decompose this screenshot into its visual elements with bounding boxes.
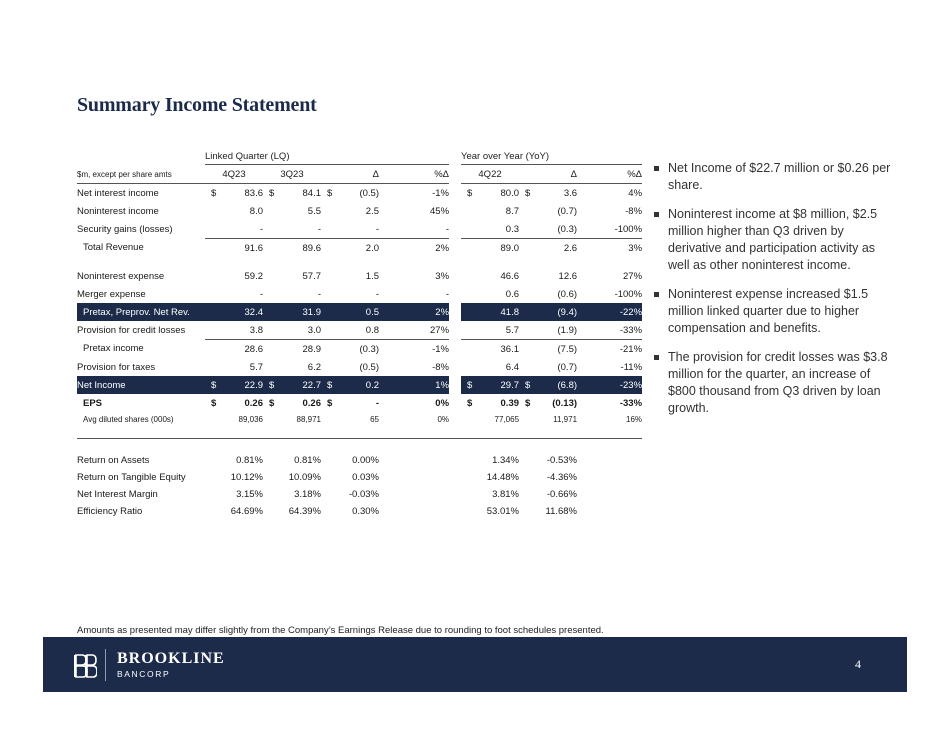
- currency-symbol: [519, 239, 533, 258]
- value-cell: 65: [370, 414, 380, 424]
- currency-symbol: [263, 452, 277, 469]
- currency-symbol: [205, 202, 219, 220]
- row-label: Net Income: [77, 376, 205, 394]
- value-cell: 22.7: [277, 376, 321, 394]
- currency-symbol: [263, 412, 277, 426]
- value-cell: 2.0: [335, 239, 379, 258]
- bullet-item: Noninterest expense increased $1.5 million linked quarter due to higher compensation and benefits.: [652, 286, 897, 337]
- value-cell: (9.4): [533, 303, 577, 321]
- value-cell: 8.0: [249, 205, 263, 217]
- currency-symbol: $: [321, 376, 335, 394]
- table-row: [77, 486, 642, 503]
- table-row: [77, 412, 642, 426]
- table-row: [77, 503, 642, 520]
- value-cell: 8.7: [505, 205, 520, 217]
- value-cell: [577, 469, 642, 486]
- header-lq-delta: Δ: [321, 166, 379, 184]
- currency-symbol: $: [525, 397, 531, 409]
- value-cell: -: [445, 223, 450, 235]
- table-row: [77, 285, 642, 303]
- table-row: [77, 376, 642, 394]
- currency-symbol: $: [269, 187, 275, 199]
- value-cell: 64.39%: [288, 506, 321, 517]
- table-row: [77, 184, 642, 203]
- row-label: Efficiency Ratio: [77, 506, 143, 517]
- header-label: $m, except per share amts: [77, 166, 205, 184]
- value-cell: 53.01%: [486, 506, 519, 517]
- currency-symbol: [205, 303, 219, 321]
- header-lq-pct: %Δ: [379, 166, 449, 184]
- table-row: [77, 202, 642, 220]
- value-cell: [379, 469, 449, 486]
- currency-symbol: [461, 412, 475, 426]
- divider: [77, 438, 642, 439]
- currency-symbol: [461, 321, 475, 340]
- value-cell: [577, 486, 642, 503]
- currency-symbol: [321, 503, 335, 520]
- currency-symbol: $: [269, 397, 275, 409]
- table-row: [77, 303, 642, 321]
- currency-symbol: [263, 202, 277, 220]
- value-cell: (0.5): [359, 187, 380, 199]
- header-3q23: 3Q23: [263, 166, 321, 184]
- value-cell: (0.6): [557, 288, 578, 300]
- currency-symbol: [461, 340, 475, 359]
- value-cell: -100%: [614, 288, 643, 300]
- currency-symbol: [461, 358, 475, 376]
- value-cell: 11,971: [553, 414, 578, 424]
- value-cell: 80.0: [500, 187, 520, 199]
- value-cell: 0%: [435, 397, 450, 409]
- row-label: Return on Assets: [77, 455, 150, 466]
- value-cell: 0.26: [244, 397, 263, 409]
- value-cell: -0.66%: [546, 489, 577, 500]
- table-row: [77, 469, 642, 486]
- value-cell: 46.6: [500, 270, 520, 282]
- currency-symbol: $: [205, 376, 219, 394]
- value-cell: 91.6: [219, 239, 263, 258]
- row-label: Total Revenue: [83, 242, 144, 254]
- value-cell: -0.03%: [348, 489, 379, 500]
- divider: [205, 164, 449, 165]
- value-cell: (0.3): [335, 340, 379, 359]
- value-cell: 77,065: [494, 414, 520, 424]
- header-yoy-delta: Δ: [519, 166, 577, 184]
- page-title: Summary Income Statement: [77, 94, 317, 116]
- currency-symbol: [461, 469, 475, 486]
- value-cell: (0.5): [359, 361, 380, 373]
- value-cell: -11%: [620, 361, 643, 373]
- row-label: Return on Tangible Equity: [77, 472, 186, 483]
- value-cell: -8%: [432, 361, 450, 373]
- value-cell: -: [445, 288, 450, 300]
- value-cell: -4.36%: [546, 472, 577, 483]
- value-cell: 3.8: [249, 324, 263, 336]
- logo-subtitle: BANCORP: [117, 669, 171, 679]
- page-number: 4: [855, 657, 861, 671]
- value-cell: 57.7: [302, 270, 321, 282]
- currency-symbol: [461, 267, 475, 285]
- currency-symbol: [321, 220, 335, 239]
- value-cell: 0.00%: [352, 455, 379, 466]
- currency-symbol: [263, 358, 277, 376]
- currency-symbol: [263, 469, 277, 486]
- value-cell: [379, 452, 449, 469]
- currency-symbol: [519, 285, 533, 303]
- currency-symbol: [263, 267, 277, 285]
- value-cell: 1%: [379, 376, 449, 394]
- bullet-item: Net Income of $22.7 million or $0.26 per share.: [652, 160, 897, 194]
- value-cell: 2%: [379, 239, 449, 258]
- currency-symbol: [519, 486, 533, 503]
- value-cell: 41.8: [475, 303, 519, 321]
- value-cell: 12.6: [558, 270, 578, 282]
- table-row: [77, 267, 642, 285]
- header-4q22: 4Q22: [461, 166, 519, 184]
- value-cell: 14.48%: [486, 472, 519, 483]
- table-row: [77, 394, 642, 412]
- currency-symbol: [263, 285, 277, 303]
- logo-name: BROOKLINE: [117, 650, 225, 667]
- row-label: Provision for taxes: [77, 361, 156, 373]
- value-cell: 89,036: [238, 414, 263, 424]
- value-cell: 2%: [379, 303, 449, 321]
- currency-symbol: [263, 340, 277, 359]
- currency-symbol: [205, 412, 219, 426]
- value-cell: 64.69%: [230, 506, 263, 517]
- value-cell: 3%: [435, 270, 450, 282]
- value-cell: 0.81%: [294, 455, 321, 466]
- value-cell: 0.39: [500, 397, 520, 409]
- currency-symbol: [321, 452, 335, 469]
- currency-symbol: $: [461, 376, 475, 394]
- logo-divider: [105, 649, 106, 681]
- value-cell: -33%: [619, 324, 643, 336]
- value-cell: 3.18%: [294, 489, 321, 500]
- currency-symbol: [321, 486, 335, 503]
- currency-symbol: [205, 285, 219, 303]
- currency-symbol: [263, 239, 277, 258]
- value-cell: 1.5: [365, 270, 380, 282]
- currency-symbol: [205, 452, 219, 469]
- currency-symbol: $: [327, 397, 333, 409]
- currency-symbol: [205, 358, 219, 376]
- value-cell: 16%: [626, 414, 643, 424]
- value-cell: 3.0: [307, 324, 321, 336]
- currency-symbol: $: [467, 397, 473, 409]
- value-cell: 0.81%: [236, 455, 263, 466]
- value-cell: 6.4: [505, 361, 520, 373]
- value-cell: 5.5: [307, 205, 321, 217]
- value-cell: 0.3: [505, 223, 520, 235]
- currency-symbol: [263, 220, 277, 239]
- value-cell: [379, 486, 449, 503]
- value-cell: 89.0: [475, 239, 519, 258]
- value-cell: 0.03%: [352, 472, 379, 483]
- value-cell: (1.9): [557, 324, 578, 336]
- value-cell: 10.12%: [230, 472, 263, 483]
- value-cell: 83.6: [244, 187, 263, 199]
- currency-symbol: [461, 202, 475, 220]
- row-label: Noninterest income: [77, 205, 159, 217]
- currency-symbol: $: [211, 187, 217, 199]
- value-cell: -: [317, 288, 321, 300]
- currency-symbol: [321, 412, 335, 426]
- table-row: [77, 452, 642, 469]
- value-cell: 3.15%: [236, 489, 263, 500]
- value-cell: 11.68%: [545, 506, 577, 517]
- currency-symbol: [321, 321, 335, 340]
- currency-symbol: [205, 340, 219, 359]
- ratio-table: [77, 452, 642, 520]
- value-cell: 84.1: [302, 187, 321, 199]
- value-cell: 22.9: [219, 376, 263, 394]
- value-cell: -0.53%: [546, 455, 577, 466]
- currency-symbol: [519, 321, 533, 340]
- value-cell: 32.4: [219, 303, 263, 321]
- value-cell: 2.5: [365, 205, 380, 217]
- currency-symbol: [263, 321, 277, 340]
- value-cell: (7.5): [533, 340, 577, 359]
- bullet-item: The provision for credit losses was $3.8 million for the quarter, an increase of $800 thousand from Q3 driven by loan growth.: [652, 349, 897, 417]
- currency-symbol: [519, 202, 533, 220]
- footnote: Amounts as presented may differ slightly from the Company’s Earnings Release due to rounding to foot schedules presented.: [77, 625, 604, 636]
- value-cell: -1%: [379, 340, 449, 359]
- currency-symbol: [461, 303, 475, 321]
- row-label: Pretax, Preprov. Net Rev.: [77, 303, 205, 321]
- currency-symbol: [321, 239, 335, 258]
- value-cell: 5.7: [249, 361, 263, 373]
- header-yoy-pct: %Δ: [577, 166, 642, 184]
- table-row: [77, 239, 642, 258]
- table-row: [77, 358, 642, 376]
- currency-symbol: [461, 285, 475, 303]
- value-cell: 0.2: [335, 376, 379, 394]
- currency-symbol: [205, 220, 219, 239]
- value-cell: 27%: [430, 324, 450, 336]
- value-cell: -100%: [614, 223, 643, 235]
- currency-symbol: [519, 220, 533, 239]
- value-cell: 28.6: [219, 340, 263, 359]
- currency-symbol: [519, 340, 533, 359]
- value-cell: -22%: [577, 303, 642, 321]
- value-cell: 0.6: [505, 288, 520, 300]
- header-4q23: 4Q23: [205, 166, 263, 184]
- currency-symbol: [321, 267, 335, 285]
- row-label: Net Interest Margin: [77, 489, 158, 500]
- currency-symbol: [461, 452, 475, 469]
- currency-symbol: [263, 486, 277, 503]
- value-cell: -8%: [625, 205, 643, 217]
- value-cell: [577, 503, 642, 520]
- value-cell: -: [317, 223, 321, 235]
- value-cell: -: [375, 288, 380, 300]
- value-cell: [577, 452, 642, 469]
- currency-symbol: [461, 220, 475, 239]
- currency-symbol: [519, 469, 533, 486]
- value-cell: 88,971: [296, 414, 321, 424]
- value-cell: -: [375, 223, 380, 235]
- group-header-lq: Linked Quarter (LQ): [205, 151, 290, 162]
- value-cell: 1.34%: [492, 455, 519, 466]
- value-cell: 0.5: [335, 303, 379, 321]
- bullet-item: Noninterest income at $8 million, $2.5 million higher than Q3 driven by derivative and participation activity as well as other noninterest income.: [652, 206, 897, 274]
- value-cell: 0.26: [302, 397, 321, 409]
- value-cell: 4%: [628, 187, 643, 199]
- value-cell: -33%: [619, 397, 643, 409]
- value-cell: -: [259, 223, 263, 235]
- value-cell: 6.2: [307, 361, 321, 373]
- table-row: [77, 220, 642, 239]
- currency-symbol: [205, 321, 219, 340]
- currency-symbol: [519, 358, 533, 376]
- currency-symbol: [205, 267, 219, 285]
- row-label: Avg diluted shares (000s): [83, 414, 174, 424]
- row-label: Net interest income: [77, 187, 159, 199]
- currency-symbol: [321, 469, 335, 486]
- commentary-bullets: [652, 160, 897, 429]
- currency-symbol: [461, 239, 475, 258]
- currency-symbol: $: [211, 397, 217, 409]
- currency-symbol: [519, 303, 533, 321]
- value-cell: (0.7): [557, 361, 578, 373]
- value-cell: [379, 503, 449, 520]
- value-cell: 0.8: [365, 324, 380, 336]
- value-cell: 0%: [437, 414, 450, 424]
- currency-symbol: [519, 412, 533, 426]
- currency-symbol: [205, 503, 219, 520]
- currency-symbol: [519, 452, 533, 469]
- footer-bar: [43, 637, 907, 692]
- value-cell: (0.3): [557, 223, 578, 235]
- row-label: Noninterest expense: [77, 270, 165, 282]
- value-cell: 27%: [623, 270, 643, 282]
- value-cell: 2.6: [533, 239, 577, 258]
- value-cell: 31.9: [277, 303, 321, 321]
- value-cell: 28.9: [277, 340, 321, 359]
- currency-symbol: [461, 503, 475, 520]
- value-cell: 89.6: [277, 239, 321, 258]
- value-cell: (0.13): [552, 397, 578, 409]
- value-cell: -: [375, 397, 380, 409]
- currency-symbol: [263, 303, 277, 321]
- divider: [461, 164, 642, 165]
- row-label: EPS: [83, 397, 103, 409]
- value-cell: 10.09%: [288, 472, 321, 483]
- row-label: Pretax income: [83, 343, 144, 355]
- table-header-row: [77, 166, 642, 184]
- currency-symbol: [519, 267, 533, 285]
- row-label: Security gains (losses): [77, 223, 173, 235]
- currency-symbol: [321, 340, 335, 359]
- brookline-logo-icon: [73, 654, 97, 678]
- value-cell: 45%: [430, 205, 450, 217]
- value-cell: -23%: [577, 376, 642, 394]
- row-label: Merger expense: [77, 288, 146, 300]
- currency-symbol: $: [263, 376, 277, 394]
- currency-symbol: $: [525, 187, 531, 199]
- currency-symbol: [205, 469, 219, 486]
- currency-symbol: [263, 503, 277, 520]
- currency-symbol: [205, 239, 219, 258]
- currency-symbol: [321, 202, 335, 220]
- value-cell: 3.6: [563, 187, 578, 199]
- currency-symbol: [321, 285, 335, 303]
- value-cell: 0.30%: [352, 506, 379, 517]
- currency-symbol: [519, 503, 533, 520]
- value-cell: 59.2: [244, 270, 263, 282]
- value-cell: (0.7): [557, 205, 578, 217]
- value-cell: -: [259, 288, 263, 300]
- value-cell: 29.7: [475, 376, 519, 394]
- value-cell: 3%: [577, 239, 642, 258]
- currency-symbol: $: [519, 376, 533, 394]
- group-header-yoy: Year over Year (YoY): [461, 151, 550, 162]
- currency-symbol: [321, 303, 335, 321]
- currency-symbol: $: [467, 187, 473, 199]
- table-row: [77, 340, 642, 359]
- row-label: Provision for credit losses: [77, 324, 186, 336]
- value-cell: -21%: [577, 340, 642, 359]
- value-cell: 36.1: [475, 340, 519, 359]
- currency-symbol: [461, 486, 475, 503]
- value-cell: -1%: [432, 187, 450, 199]
- currency-symbol: [321, 358, 335, 376]
- income-statement-table: [77, 166, 642, 426]
- value-cell: (6.8): [533, 376, 577, 394]
- currency-symbol: [205, 486, 219, 503]
- currency-symbol: $: [327, 187, 333, 199]
- table-row: [77, 321, 642, 340]
- value-cell: 5.7: [505, 324, 520, 336]
- value-cell: 3.81%: [492, 489, 519, 500]
